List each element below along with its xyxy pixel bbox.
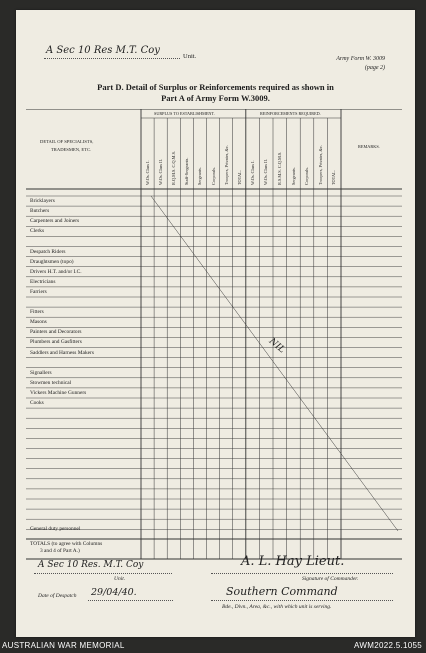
- bde-label: Bde., Divn., Area, &c., with which unit is serving.: [222, 604, 332, 610]
- column-header: Staff-Sergeants.: [184, 157, 190, 185]
- signature-handwritten: A. L. Hay Lieut.: [241, 554, 345, 569]
- row-label: Saddlers and Harness Makers: [30, 349, 94, 356]
- row-label: Signallers: [30, 369, 52, 376]
- totals-label-1: TOTALS (to agree with Columns: [30, 541, 103, 547]
- command-line: [211, 600, 393, 601]
- column-header: R.Q.M.S. C.Q.M.S.: [171, 150, 177, 185]
- form-title: [16, 82, 415, 104]
- command-handwritten: Southern Command: [226, 585, 338, 598]
- unit-handwritten: A Sec 10 Res M.T. Coy: [46, 45, 160, 56]
- bottom-unit-label: Unit.: [114, 576, 126, 582]
- column-header: Sergeants.: [290, 167, 296, 185]
- form-page: [16, 10, 415, 637]
- signature-label: Signature of Commander.: [302, 576, 359, 582]
- title-line1: Part D. Detail of Surplus or Reinforcements required as shown in: [97, 82, 334, 92]
- row-label: Bricklayers: [30, 198, 55, 204]
- detail-header-1: DETAIL OF SPECIALISTS,: [40, 139, 94, 144]
- totals-label-2: 3 and 4 of Part A.): [40, 548, 80, 554]
- row-label: Stowmen technical: [30, 379, 72, 386]
- row-label: Electricians: [30, 278, 56, 285]
- row-label: Farriers: [30, 288, 47, 295]
- unit-dotted-line: [44, 58, 180, 59]
- column-header: Sergeants.: [197, 167, 203, 185]
- row-label: Despatch Riders: [30, 248, 66, 255]
- reinforcements-header: REINFORCEMENTS REQUIRED.: [260, 111, 321, 116]
- column-header: TOTAL.: [236, 170, 242, 185]
- detail-table: [26, 109, 402, 561]
- row-label: Clerks: [30, 228, 45, 235]
- title-line2: Part A of Army Form W.3009.: [161, 93, 270, 103]
- column-header: W.Os. Class I.: [145, 160, 150, 185]
- row-label: Draughtsmen (topo): [30, 258, 74, 265]
- bottom-unit-handwritten: A Sec 10 Res. M.T. Coy: [38, 560, 144, 570]
- row-label: Vickers Machine Gunners: [30, 389, 87, 396]
- date-line: [88, 600, 173, 601]
- row-label: Painters and Decorators: [30, 329, 82, 336]
- column-header: Corporals.: [304, 166, 310, 185]
- surplus-header: SURPLUS TO ESTABLISHMENT.: [154, 111, 215, 116]
- row-label: Carpenters and Joiners: [30, 218, 80, 225]
- unit-label: Unit.: [183, 53, 197, 60]
- row-label: Plumbers and Gasfitters: [30, 339, 82, 346]
- footer-left: AUSTRALIAN WAR MEMORIAL: [2, 641, 125, 650]
- column-header: Corporals.: [210, 166, 216, 185]
- general-duty-label: General duty personnel: [30, 526, 81, 532]
- row-label: Masons: [30, 319, 47, 326]
- footer-right: AWM2022.5.1055: [354, 641, 422, 650]
- column-header: Troopers, Privates, &c.: [317, 145, 323, 185]
- remarks-header: REMARKS.: [358, 144, 380, 149]
- row-label: Fitters: [30, 309, 44, 316]
- column-header: Troopers, Privates, &c.: [223, 145, 229, 185]
- signature-line: [211, 573, 393, 574]
- row-label: Butchers: [30, 208, 50, 215]
- form-ref-line2: (page 2): [364, 65, 385, 71]
- nil-diagonal-line: [151, 196, 398, 531]
- row-label: Cooks: [30, 400, 44, 406]
- column-header: TOTAL.: [331, 170, 337, 185]
- unit-line: [34, 573, 172, 574]
- date-label: Date of Despatch: [38, 593, 77, 599]
- form-reference: [336, 55, 385, 73]
- detail-header-2: TRADESMEN, ETC.: [51, 147, 92, 152]
- form-ref-line1: Army Form W. 3009: [336, 56, 385, 62]
- column-header: W.Os. Class I.: [249, 160, 255, 185]
- date-handwritten: 29/04/40.: [91, 587, 137, 598]
- column-header: W.Os. Class II.: [158, 159, 164, 185]
- column-header: W.Os. Class II.: [263, 159, 269, 185]
- column-header: R.S.M.S. C.Q.M.S.: [277, 151, 282, 185]
- nil-handwritten: NIL: [266, 336, 287, 356]
- row-label: Drivers H.T. and/or I.C.: [30, 268, 82, 275]
